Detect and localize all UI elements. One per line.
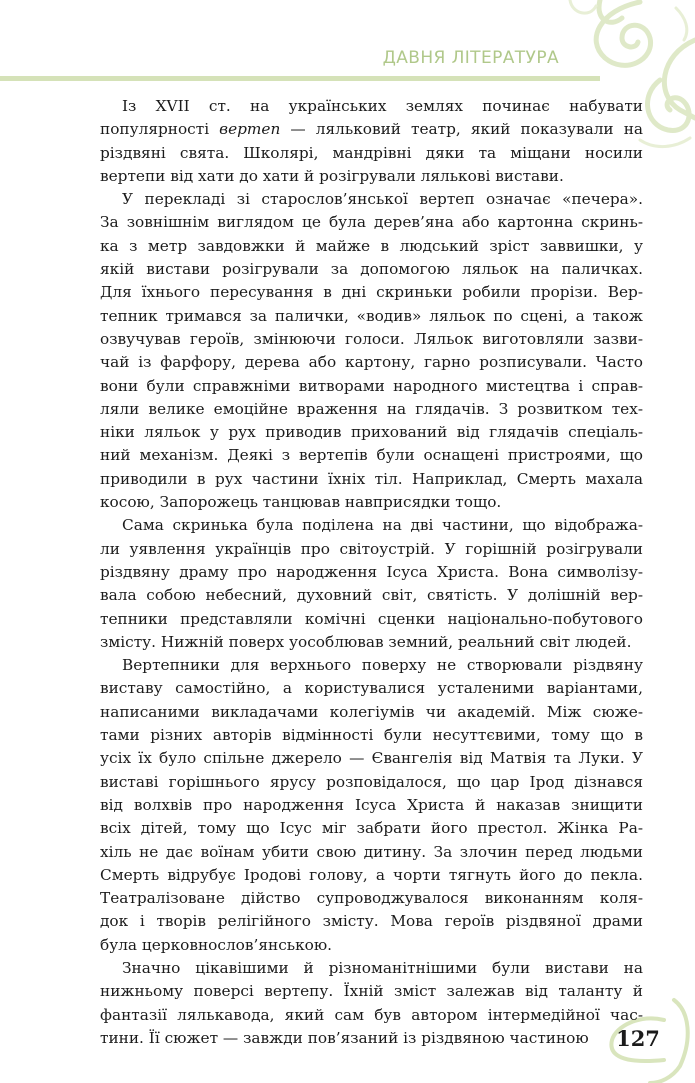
text-line: ли уявлення українців про світоустрій. У горішній розігрували — [100, 539, 643, 558]
text-line: За зовнішнім виглядом це була дерев’яна або картонна скринь- — [100, 213, 643, 232]
text-line: якій вистави розігрували за допомогою ляльок на паличках. — [100, 260, 643, 279]
text-line: виставу самостійно, а користувалися усталеними варіантами, — [100, 679, 643, 698]
text-line: написаними викладачами колегіумів чи академій. Між сюже- — [100, 702, 643, 721]
page-number: 127 — [616, 1026, 660, 1051]
text-line: Із XVII ст. на українських землях починає набувати — [122, 97, 643, 115]
header-divider — [0, 76, 600, 81]
text-line: вони були справжніми витворами народного мистецтва і справ- — [100, 376, 643, 395]
text-line: вертепи від хати до хати й розігрували лялькові вистави. — [100, 166, 564, 185]
text-line: тепники представляли комічні сценки національно-побутового — [100, 609, 643, 628]
text-line: Театралізоване дійство супроводжувалося виконанням коля- — [100, 889, 643, 908]
text-line: від волхвів про народження Ісуса Христа й наказав знищити — [100, 795, 643, 814]
text-line: У перекладі зі старослов’янської вертеп означає «печера». — [122, 190, 643, 209]
text-line: нижньому поверсі вертепу. Їхній зміст залежав від таланту й — [100, 982, 643, 1001]
text-line: хіль не дає воїнам убити свою дитину. За злочин перед людьми — [100, 842, 643, 861]
section-title: ДАВНЯ ЛІТЕРАТУРА — [382, 48, 559, 68]
text-line: ка з метр завдовжки й майже в людський зріст заввишки, у — [100, 236, 643, 255]
text-line: тепник тримався за палички, «водив» ляльок по сцені, а також — [100, 306, 643, 325]
text-line: Для їхнього пересування в дні скриньки робили прорізи. Вер- — [100, 283, 643, 302]
text-line: різдвяну драму про народження Ісуса Христа. Вона символізу- — [100, 562, 643, 581]
paragraph — [100, 654, 643, 957]
text-line: Смерть відрубує Іродові голову, а чорти тягнуть його до пекла. — [100, 865, 643, 884]
text-line: тини. Її сюжет — завжди пов’язаний із різдвяною частиною — [100, 1028, 589, 1047]
text-line: усіх їх було спільне джерело — Євангелія від Матвія та Луки. У — [100, 749, 643, 768]
text-line: озвучував героїв, змінюючи голоси. Ляльок виготовляли зазви- — [100, 329, 643, 348]
text-line: приводили в рух частини їхніх тіл. Наприклад, Смерть махала — [100, 469, 643, 488]
text-line: тами різних авторів відмінності були несуттєвими, тому що в — [100, 726, 643, 745]
text-line: косою, Запорожець танцював навприсядки тощо. — [100, 493, 502, 512]
text-line: змісту. Нижній поверх уособлював земний, реальний світ людей. — [100, 632, 632, 651]
text-line: Вертепники для верхнього поверху не створювали різдвяну — [122, 656, 643, 675]
text-line: була церковнослов’янською. — [100, 935, 333, 954]
text-line: всіх дітей, тому що Ісус міг забрати його престол. Жінка Ра- — [100, 819, 643, 838]
text-line: вала собою небесний, духовний світ, святість. У долішній вер- — [100, 586, 643, 605]
paragraph — [100, 514, 643, 654]
text-line: популярності вертеп — ляльковий театр, який показували на — [100, 120, 644, 139]
paragraph — [100, 95, 643, 188]
text-line: Значно цікавішими й різноманітнішими були вистави на — [122, 958, 643, 977]
text-line: чай із фарфору, дерева або картону, гарно розписували. Часто — [100, 353, 643, 372]
term-emphasis: вертеп — [219, 120, 281, 139]
text-line: Сама скринька була поділена на дві частини, що відобража- — [122, 516, 643, 535]
paragraph — [100, 957, 643, 1050]
main-text — [100, 95, 643, 1050]
text-line: док і творів релігійного змісту. Мова героїв різдвяної драми — [100, 912, 643, 931]
text-line: ніки ляльок у рух приводив прихований від глядачів спеціаль- — [100, 423, 643, 442]
text-line: ний механізм. Деякі з вертепів були оснащені пристроями, що — [100, 446, 643, 465]
text-line: виставі горішнього ярусу розповідалося, що цар Ірод дізнався — [100, 772, 643, 791]
text-line: різдвяні свята. Школярі, мандрівні дяки та міщани носили — [100, 143, 643, 162]
text-line: ляли велике емоційне враження на глядачів. З розвитком тех- — [100, 399, 643, 418]
paragraph — [100, 188, 643, 514]
text-line: фантазії лялькавода, який сам був автором інтермедійної час- — [100, 1005, 643, 1024]
